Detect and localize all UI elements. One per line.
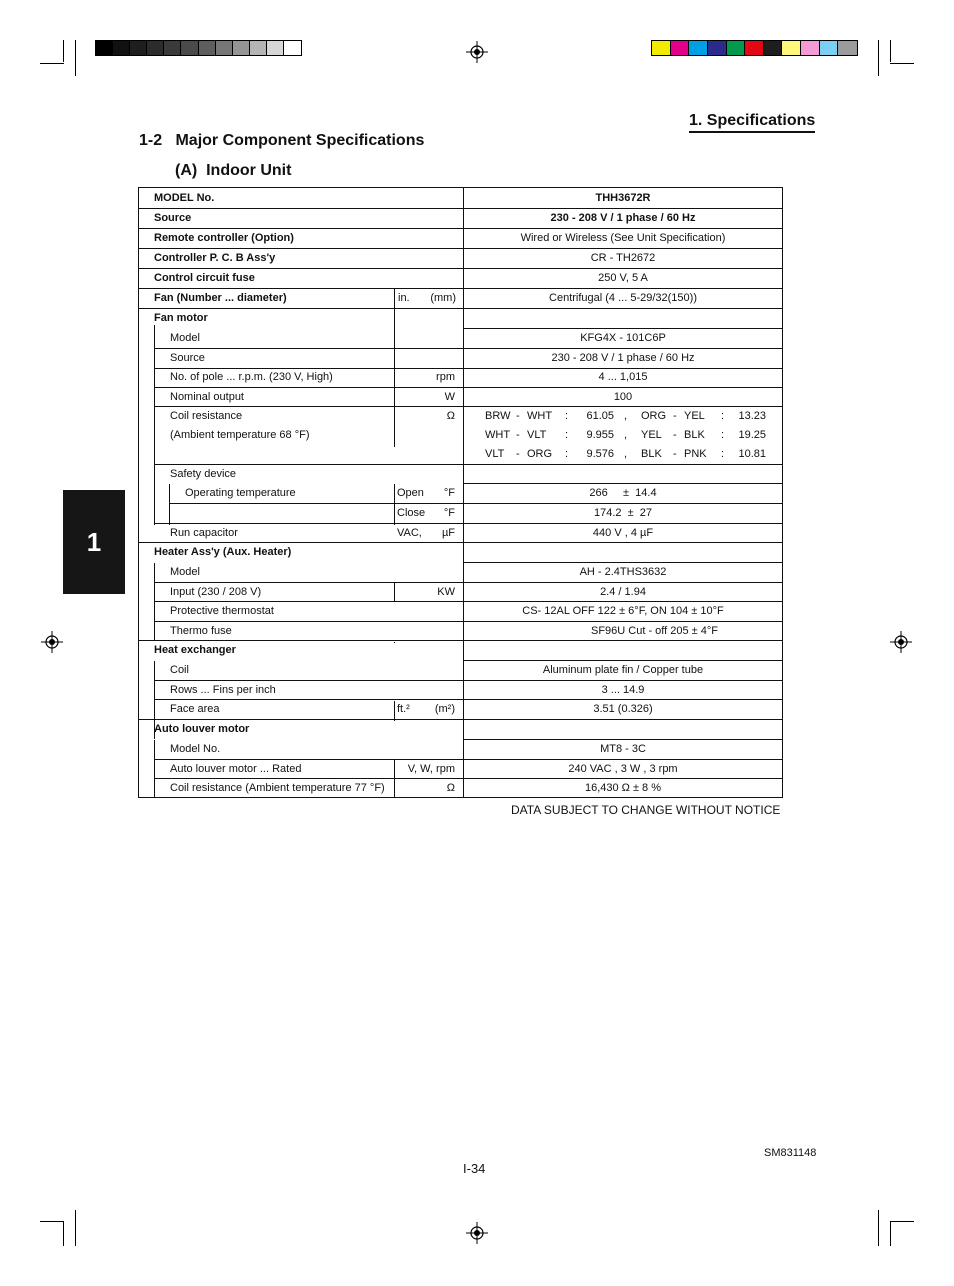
unit-fm-coil: Ω <box>446 410 455 422</box>
value-fuse: 250 V, 5 A <box>598 272 648 284</box>
coil-value-v1: 61.05 <box>586 410 614 422</box>
value-h-fuse: SF96U Cut - off 205 ± 4°F <box>591 625 719 637</box>
color-swatch <box>652 41 671 55</box>
color-swatch <box>233 41 250 55</box>
color-swatch <box>216 41 233 55</box>
unit-open: °F <box>443 487 455 499</box>
color-swatch <box>250 41 267 55</box>
unit-fm-output: W <box>444 391 455 403</box>
label-op-temp: Operating temperature <box>185 487 296 499</box>
label-pcb: Controller P. C. B Ass'y <box>154 252 276 264</box>
label-lv-rated: Auto louver motor ... Rated <box>170 763 302 775</box>
color-swatch <box>801 41 820 55</box>
value-lv-model: MT8 - 3C <box>600 743 646 755</box>
unit-hx-face-m: (m²) <box>434 703 455 715</box>
color-swatch <box>671 41 690 55</box>
value-model: THH3672R <box>595 192 651 204</box>
unit-run-cap-vac: VAC, <box>397 527 422 539</box>
chapter-number: 1 <box>86 526 102 557</box>
coil-value-b1: ORG <box>527 448 553 460</box>
value-fm-model: KFG4X - 101C6P <box>580 332 666 344</box>
coil-value-b2: YEL <box>684 410 705 422</box>
coil-value-s1: : <box>565 429 569 441</box>
value-source: 230 - 208 V / 1 phase / 60 Hz <box>550 212 696 224</box>
value-close: 174.2 ± 27 <box>593 507 653 519</box>
label-fan: Fan (Number ... diameter) <box>154 292 287 304</box>
label-louver: Auto louver motor <box>154 723 250 735</box>
color-swatch <box>820 41 839 55</box>
label-fm-model: Model <box>170 332 200 344</box>
unit-fan-mm: (mm) <box>430 292 456 304</box>
value-h-prot: CS- 12AL OFF 122 ± 6°F, ON 104 ± 10°F <box>522 605 724 617</box>
coil-value-d2: - <box>673 448 677 460</box>
coil-value-a2: YEL <box>641 429 662 441</box>
color-swatch <box>708 41 727 55</box>
coil-value-d1: - <box>516 429 520 441</box>
label-remote: Remote controller (Option) <box>154 232 294 244</box>
coil-value-c1: , <box>624 410 628 422</box>
value-h-model: AH - 2.4THS3632 <box>579 566 667 578</box>
unit-fm-pole: rpm <box>436 371 455 383</box>
unit-fan-in: in. <box>398 292 410 304</box>
value-fm-source: 230 - 208 V / 1 phase / 60 Hz <box>551 352 695 364</box>
label-hx-face: Face area <box>170 703 220 715</box>
label-lv-coil: Coil resistance (Ambient temperature 77 °F) <box>170 782 385 794</box>
color-bar <box>651 40 858 56</box>
label-h-prot: Protective thermostat <box>170 605 274 617</box>
coil-value-d1: - <box>516 410 520 422</box>
coil-value-c1: , <box>624 429 628 441</box>
color-swatch <box>284 41 301 55</box>
unit-h-input: KW <box>437 586 455 598</box>
grayscale-bar <box>95 40 302 56</box>
coil-value-v2: 19.25 <box>738 429 766 441</box>
label-model: MODEL No. <box>154 192 215 204</box>
color-swatch <box>147 41 164 55</box>
coil-value-d2: - <box>673 410 677 422</box>
value-fm-output: 100 <box>613 391 633 403</box>
label-h-input: Input (230 / 208 V) <box>170 586 262 598</box>
coil-value-v2: 13.23 <box>738 410 766 422</box>
unit-close: °F <box>443 507 455 519</box>
coil-value-d1: - <box>516 448 520 460</box>
registration-target-icon <box>41 631 63 653</box>
coil-value-v1: 9.576 <box>586 448 614 460</box>
coil-value-s2: : <box>721 448 725 460</box>
label-source: Source <box>154 212 192 224</box>
label-fm-coil-ambient: (Ambient temperature 68 °F) <box>170 429 310 441</box>
value-run-cap: 440 V , 4 µF <box>592 527 654 539</box>
label-fm-output: Nominal output <box>170 391 244 403</box>
subsection-title: (A) Indoor Unit <box>175 162 292 179</box>
section-title: 1-2 Major Component Specifications <box>139 132 425 149</box>
unit-hx-face-ft: ft.² <box>397 703 410 715</box>
value-hx-rows: 3 ... 14.9 <box>601 684 645 696</box>
section-header-right: 1. Specifications <box>689 111 815 133</box>
label-h-model: Model <box>170 566 200 578</box>
registration-target-icon <box>890 631 912 653</box>
page-number: I-34 <box>463 1161 486 1176</box>
registration-target-icon <box>466 1222 488 1244</box>
color-swatch <box>764 41 783 55</box>
chapter-tab <box>63 490 125 594</box>
coil-value-s2: : <box>721 410 725 422</box>
label-fm-pole: No. of pole ... r.p.m. (230 V, High) <box>170 371 333 383</box>
color-swatch <box>745 41 764 55</box>
label-lv-model: Model No. <box>170 743 221 755</box>
coil-value-b1: VLT <box>527 429 547 441</box>
spec-table <box>138 187 783 798</box>
coil-value-c1: , <box>624 448 628 460</box>
color-swatch <box>838 41 857 55</box>
registration-target-icon <box>466 41 488 63</box>
value-open: 266 ± 14.4 <box>589 487 657 499</box>
coil-value-b1: WHT <box>527 410 553 422</box>
coil-value-d2: - <box>673 429 677 441</box>
label-hx: Heat exchanger <box>154 644 236 656</box>
unit-lv-rated: V, W, rpm <box>407 763 455 775</box>
label-close: Close <box>397 507 426 519</box>
coil-value-a2: ORG <box>641 410 667 422</box>
color-swatch <box>181 41 198 55</box>
change-notice: DATA SUBJECT TO CHANGE WITHOUT NOTICE <box>511 803 781 817</box>
document-number: SM831148 <box>764 1147 817 1159</box>
label-open: Open <box>397 487 424 499</box>
value-pcb: CR - TH2672 <box>590 252 656 264</box>
label-fm-source: Source <box>170 352 205 364</box>
coil-value-v2: 10.81 <box>738 448 766 460</box>
label-hx-rows: Rows ... Fins per inch <box>170 684 276 696</box>
color-swatch <box>164 41 181 55</box>
label-heater: Heater Ass'y (Aux. Heater) <box>154 546 292 558</box>
value-fan: Centrifugal (4 ... 5-29/32(150)) <box>549 292 697 304</box>
value-lv-rated: 240 VAC , 3 W , 3 rpm <box>568 763 678 775</box>
coil-value-b2: PNK <box>684 448 707 460</box>
value-hx-coil: Aluminum plate fin / Copper tube <box>542 664 704 676</box>
label-fuse: Control circuit fuse <box>154 272 255 284</box>
label-run-cap: Run capacitor <box>170 527 238 539</box>
color-swatch <box>689 41 708 55</box>
color-swatch <box>782 41 801 55</box>
color-swatch <box>199 41 216 55</box>
coil-value-s1: : <box>565 410 569 422</box>
label-hx-coil: Coil <box>170 664 189 676</box>
coil-value-a1: BRW <box>485 410 511 422</box>
coil-value-a1: WHT <box>485 429 511 441</box>
color-swatch <box>113 41 130 55</box>
label-fan-motor: Fan motor <box>154 312 208 324</box>
coil-value-a1: VLT <box>485 448 505 460</box>
value-hx-face: 3.51 (0.326) <box>593 703 653 715</box>
color-swatch <box>96 41 113 55</box>
value-h-input: 2.4 / 1.94 <box>600 586 646 598</box>
coil-value-s2: : <box>721 429 725 441</box>
color-swatch <box>267 41 284 55</box>
color-swatch <box>130 41 147 55</box>
coil-value-s1: : <box>565 448 569 460</box>
color-swatch <box>727 41 746 55</box>
label-fm-coil: Coil resistance <box>170 410 243 422</box>
value-fm-pole: 4 ... 1,015 <box>598 371 648 383</box>
label-h-fuse: Thermo fuse <box>170 625 232 637</box>
unit-run-cap-uf: µF <box>441 527 455 539</box>
unit-lv-coil: Ω <box>446 782 455 794</box>
coil-value-b2: BLK <box>684 429 705 441</box>
coil-value-v1: 9.955 <box>586 429 614 441</box>
value-lv-coil: 16,430 Ω ± 8 % <box>584 782 662 794</box>
table-row-fm-coil <box>139 407 784 464</box>
coil-value-a2: BLK <box>641 448 662 460</box>
label-safety: Safety device <box>170 468 237 480</box>
value-remote: Wired or Wireless (See Unit Specification) <box>520 232 726 244</box>
